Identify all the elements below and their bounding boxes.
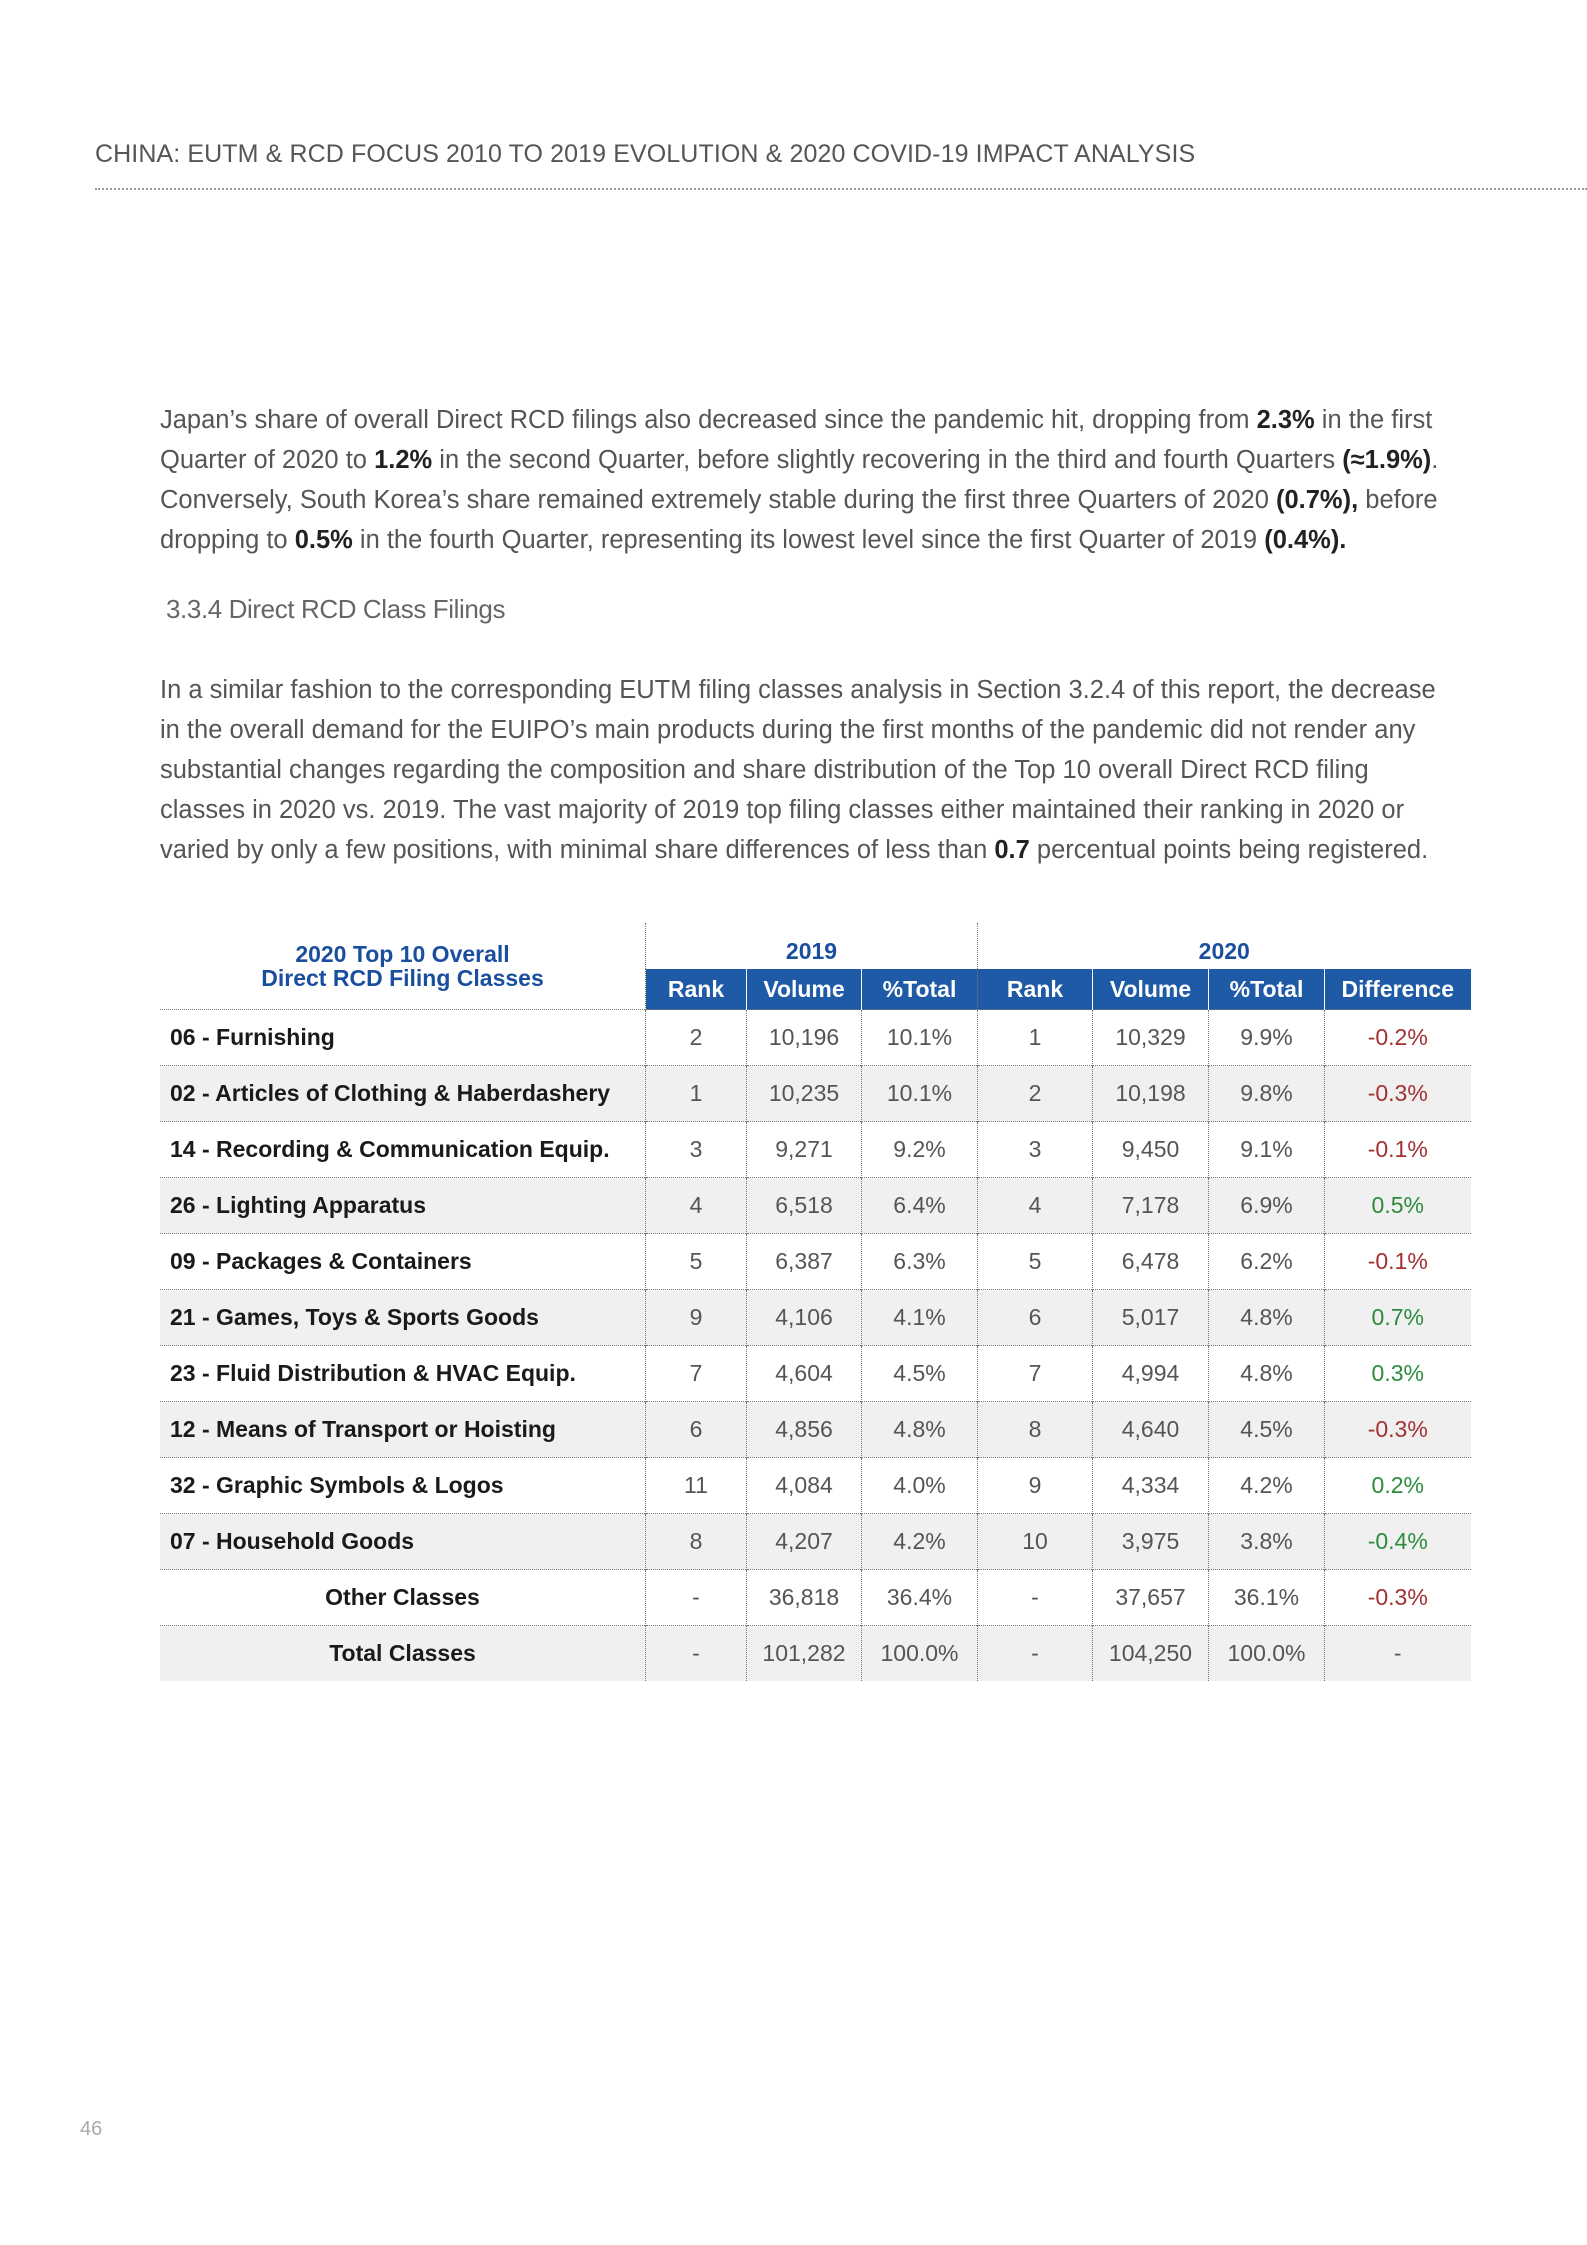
rank-2020-cell: 5 — [978, 1234, 1093, 1290]
rank-2019-cell: 8 — [646, 1514, 747, 1570]
rank-2019-cell: 5 — [646, 1234, 747, 1290]
rank-2019-cell: 11 — [646, 1458, 747, 1514]
text-run: . Conversely, South Korea’s share remained extremely stable during the first three Quarters of 2020 — [160, 446, 1439, 514]
volume-2019-cell: 4,084 — [747, 1458, 862, 1514]
volume-2019-cell: 10,196 — [747, 1010, 862, 1066]
rcd-classes-table-wrapper — [160, 923, 1471, 1681]
table-row — [160, 1346, 1471, 1402]
bold-figure: (≈1.9%) — [1342, 446, 1432, 474]
share-2019-cell: 4.0% — [862, 1458, 978, 1514]
text-run: Japan’s share of overall Direct RCD filings also decreased since the pandemic hit, dropping from — [160, 406, 1257, 434]
column-header-total-2020: %Total — [1209, 969, 1325, 1010]
class-name-cell: 12 - Means of Transport or Hoisting — [160, 1402, 646, 1458]
share-2019-cell: 100.0% — [862, 1626, 978, 1682]
rcd-classes-table — [160, 923, 1471, 1681]
difference-cell: -0.3% — [1325, 1570, 1471, 1626]
volume-2019-cell: 101,282 — [747, 1626, 862, 1682]
share-2020-cell: 6.9% — [1209, 1178, 1325, 1234]
text-run: before dropping to — [160, 486, 1438, 554]
volume-2020-cell: 9,450 — [1093, 1122, 1209, 1178]
share-2020-cell: 6.2% — [1209, 1234, 1325, 1290]
share-2019-cell: 9.2% — [862, 1122, 978, 1178]
difference-cell: -0.1% — [1325, 1122, 1471, 1178]
share-2020-cell: 4.8% — [1209, 1290, 1325, 1346]
text-run: in the fourth Quarter, representing its lowest level since the first Quarter of 2019 — [352, 526, 1265, 554]
column-header-difference: Difference — [1325, 969, 1471, 1010]
volume-2020-cell: 3,975 — [1093, 1514, 1209, 1570]
table-row — [160, 1010, 1471, 1066]
text-run: in the second Quarter, before slightly recovering in the third and fourth Quarters — [432, 446, 1343, 474]
table-row — [160, 1234, 1471, 1290]
year-header-2020: 2020 — [978, 923, 1471, 969]
share-2020-cell: 4.5% — [1209, 1402, 1325, 1458]
volume-2019-cell: 4,207 — [747, 1514, 862, 1570]
rank-2019-cell: - — [646, 1570, 747, 1626]
class-name-cell: 32 - Graphic Symbols & Logos — [160, 1458, 646, 1514]
volume-2020-cell: 10,198 — [1093, 1066, 1209, 1122]
column-header-rank-2020: Rank — [978, 969, 1093, 1010]
paragraph-class-filings — [160, 670, 1445, 870]
volume-2019-cell: 6,518 — [747, 1178, 862, 1234]
column-header-volume-2020: Volume — [1093, 969, 1209, 1010]
share-2020-cell: 9.9% — [1209, 1010, 1325, 1066]
column-header-total-2019: %Total — [862, 969, 978, 1010]
volume-2020-cell: 5,017 — [1093, 1290, 1209, 1346]
difference-cell: -0.2% — [1325, 1010, 1471, 1066]
header-divider — [95, 188, 1587, 190]
share-2019-cell: 6.4% — [862, 1178, 978, 1234]
share-2020-cell: 36.1% — [1209, 1570, 1325, 1626]
running-title: CHINA: EUTM & RCD FOCUS 2010 TO 2019 EVOLUTION & 2020 COVID-19 IMPACT ANALYSIS — [95, 140, 1196, 168]
class-name-cell: 06 - Furnishing — [160, 1010, 646, 1066]
class-name-cell: 26 - Lighting Apparatus — [160, 1178, 646, 1234]
year-header-2019: 2019 — [646, 923, 978, 969]
table-row — [160, 1570, 1471, 1626]
share-2019-cell: 10.1% — [862, 1066, 978, 1122]
share-2020-cell: 100.0% — [1209, 1626, 1325, 1682]
share-2020-cell: 3.8% — [1209, 1514, 1325, 1570]
share-2019-cell: 4.1% — [862, 1290, 978, 1346]
volume-2019-cell: 4,604 — [747, 1346, 862, 1402]
table-row — [160, 1178, 1471, 1234]
table-caption-line1: 2020 Top 10 Overall — [295, 941, 510, 967]
rank-2019-cell: 9 — [646, 1290, 747, 1346]
page-number: 46 — [80, 2118, 103, 2140]
rank-2020-cell: - — [978, 1626, 1093, 1682]
column-header-rank-2019: Rank — [646, 969, 747, 1010]
bold-figure: (0.7%), — [1275, 486, 1359, 514]
class-name-cell: 23 - Fluid Distribution & HVAC Equip. — [160, 1346, 646, 1402]
rank-2019-cell: 2 — [646, 1010, 747, 1066]
rank-2020-cell: 10 — [978, 1514, 1093, 1570]
difference-cell: - — [1325, 1626, 1471, 1682]
paragraph-japan-korea-shares — [160, 400, 1445, 560]
rank-2019-cell: 1 — [646, 1066, 747, 1122]
volume-2019-cell: 6,387 — [747, 1234, 862, 1290]
difference-cell: 0.5% — [1325, 1178, 1471, 1234]
rank-2019-cell: 3 — [646, 1122, 747, 1178]
bold-figure: 0.5% — [294, 526, 353, 554]
share-2020-cell: 4.2% — [1209, 1458, 1325, 1514]
share-2020-cell: 4.8% — [1209, 1346, 1325, 1402]
share-2020-cell: 9.8% — [1209, 1066, 1325, 1122]
share-2019-cell: 6.3% — [862, 1234, 978, 1290]
share-2019-cell: 4.5% — [862, 1346, 978, 1402]
rank-2020-cell: 3 — [978, 1122, 1093, 1178]
share-2019-cell: 4.8% — [862, 1402, 978, 1458]
volume-2020-cell: 6,478 — [1093, 1234, 1209, 1290]
share-2019-cell: 4.2% — [862, 1514, 978, 1570]
rank-2020-cell: 8 — [978, 1402, 1093, 1458]
volume-2020-cell: 4,994 — [1093, 1346, 1209, 1402]
table-caption — [160, 923, 646, 1010]
share-2019-cell: 36.4% — [862, 1570, 978, 1626]
class-name-cell: 21 - Games, Toys & Sports Goods — [160, 1290, 646, 1346]
difference-cell: 0.7% — [1325, 1290, 1471, 1346]
table-body — [160, 1010, 1471, 1682]
column-header-volume-2019: Volume — [747, 969, 862, 1010]
section-heading: 3.3.4 Direct RCD Class Filings — [166, 594, 506, 624]
table-caption-line2: Direct RCD Filing Classes — [261, 965, 544, 991]
rank-2019-cell: 4 — [646, 1178, 747, 1234]
table-row — [160, 1122, 1471, 1178]
difference-cell: 0.3% — [1325, 1346, 1471, 1402]
volume-2019-cell: 36,818 — [747, 1570, 862, 1626]
rank-2020-cell: 1 — [978, 1010, 1093, 1066]
class-name-cell: 14 - Recording & Communication Equip. — [160, 1122, 646, 1178]
volume-2019-cell: 10,235 — [747, 1066, 862, 1122]
text-run: in the first Quarter of 2020 to — [160, 406, 1433, 474]
rank-2020-cell: 2 — [978, 1066, 1093, 1122]
rank-2020-cell: 6 — [978, 1290, 1093, 1346]
volume-2020-cell: 4,640 — [1093, 1402, 1209, 1458]
volume-2020-cell: 4,334 — [1093, 1458, 1209, 1514]
table-row — [160, 1066, 1471, 1122]
rank-2019-cell: - — [646, 1626, 747, 1682]
rank-2020-cell: 9 — [978, 1458, 1093, 1514]
bold-figure: (0.4%). — [1264, 526, 1347, 554]
table-row — [160, 1458, 1471, 1514]
volume-2020-cell: 7,178 — [1093, 1178, 1209, 1234]
class-name-cell: 02 - Articles of Clothing & Haberdashery — [160, 1066, 646, 1122]
volume-2020-cell: 104,250 — [1093, 1626, 1209, 1682]
volume-2019-cell: 9,271 — [747, 1122, 862, 1178]
class-name-cell: 07 - Household Goods — [160, 1514, 646, 1570]
class-name-cell: Total Classes — [160, 1626, 646, 1682]
text-run: In a similar fashion to the corresponding EUTM filing classes analysis in Section 3.2.4 of this report, the decrease in the overall demand for the EUIPO’s main products during the first months of the pandemic did not render any substantial changes regarding the composition and share distribution of the Top 10 overall Direct RCD filing classes in 2020 vs. 2019. The vast majority of 2019 top filing classes either maintained their ranking in 2020 or varied by only a few positions, with minimal share differences of less than — [160, 676, 1436, 864]
rank-2020-cell: - — [978, 1570, 1093, 1626]
difference-cell: 0.2% — [1325, 1458, 1471, 1514]
class-name-cell: Other Classes — [160, 1570, 646, 1626]
bold-figure: 2.3% — [1256, 406, 1315, 434]
rank-2019-cell: 7 — [646, 1346, 747, 1402]
text-run: percentual points being registered. — [1029, 836, 1429, 864]
share-2020-cell: 9.1% — [1209, 1122, 1325, 1178]
volume-2020-cell: 37,657 — [1093, 1570, 1209, 1626]
rank-2020-cell: 7 — [978, 1346, 1093, 1402]
bold-figure: 1.2% — [374, 446, 433, 474]
table-row — [160, 1514, 1471, 1570]
volume-2019-cell: 4,106 — [747, 1290, 862, 1346]
volume-2020-cell: 10,329 — [1093, 1010, 1209, 1066]
volume-2019-cell: 4,856 — [747, 1402, 862, 1458]
table-row — [160, 1290, 1471, 1346]
table-row — [160, 1402, 1471, 1458]
difference-cell: -0.3% — [1325, 1066, 1471, 1122]
share-2019-cell: 10.1% — [862, 1010, 978, 1066]
bold-figure: 0.7 — [994, 836, 1030, 864]
rank-2019-cell: 6 — [646, 1402, 747, 1458]
rank-2020-cell: 4 — [978, 1178, 1093, 1234]
difference-cell: -0.1% — [1325, 1234, 1471, 1290]
difference-cell: -0.4% — [1325, 1514, 1471, 1570]
table-row — [160, 1626, 1471, 1682]
difference-cell: -0.3% — [1325, 1402, 1471, 1458]
class-name-cell: 09 - Packages & Containers — [160, 1234, 646, 1290]
